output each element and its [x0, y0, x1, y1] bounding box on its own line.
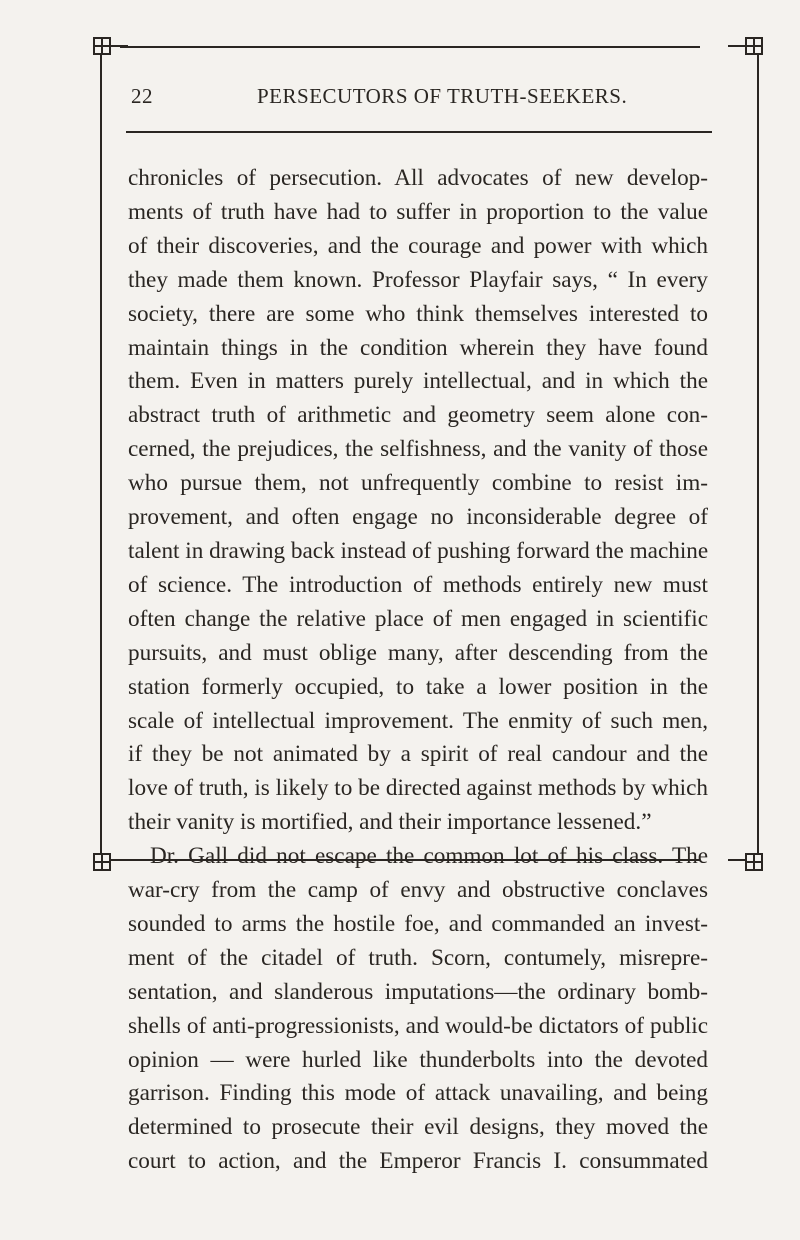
- text-line: court to action, and the Emperor Francis I. consummated: [128, 1148, 708, 1175]
- corner-ornament-icon: [88, 840, 128, 880]
- text-line: them. Even in matters purely intellectual, and in which the: [128, 368, 708, 395]
- text-line: sounded to arms the hostile foe, and commanded an invest-: [128, 910, 708, 937]
- text-line: talent in drawing back instead of pushing forward the machine: [128, 537, 709, 564]
- text-line: garrison. Finding this mode of attack unavailing, and being: [128, 1080, 708, 1107]
- text-line: of science. The introduction of methods entirely new must: [128, 571, 708, 598]
- border-left-rule: [100, 64, 102, 844]
- text-line: station formerly occupied, to take a lower position in the: [128, 673, 708, 700]
- text-line: maintain things in the condition wherein they have found: [128, 334, 708, 361]
- text-line: war-cry from the camp of envy and obstructive conclaves: [128, 877, 708, 904]
- text-line: ments of truth have had to suffer in proportion to the value: [128, 198, 708, 225]
- header-rule: [126, 131, 712, 133]
- text-line: sentation, and slanderous imputations—the ordinary bomb-: [128, 978, 708, 1005]
- corner-ornament-icon: [88, 28, 128, 68]
- text-line: determined to prosecute their evil designs, they moved the: [128, 1114, 708, 1141]
- text-line: scale of intellectual improvement. The enmity of such men,: [128, 707, 708, 734]
- text-line: cerned, the prejudices, the selfishness, and the vanity of those: [128, 436, 708, 463]
- text-line: chronicles of persecution. All advocates of new develop-: [128, 165, 708, 191]
- text-line: Dr. Gall did not escape the common lot of his class. The: [150, 843, 708, 870]
- border-top-rule: [120, 46, 700, 48]
- text-line: if they be not animated by a spirit of real candour and the: [128, 741, 708, 768]
- body-text: [128, 162, 708, 1179]
- running-title: PERSECUTORS OF TRUTH-SEEKERS.: [257, 84, 628, 108]
- text-line: their vanity is mortified, and their importance lessened.”: [128, 809, 652, 836]
- text-line: often change the relative place of men engaged in scientific: [128, 605, 708, 632]
- text-line: opinion — were hurled like thunderbolts into the devoted: [128, 1046, 708, 1073]
- text-line: shells of anti-progressionists, and would-be dictators of public: [128, 1012, 708, 1039]
- corner-ornament-icon: [728, 28, 768, 68]
- text-line: love of truth, is likely to be directed against methods by which: [128, 775, 708, 802]
- text-line: they made them known. Professor Playfair says, “ In every: [128, 266, 708, 293]
- text-line: society, there are some who think themselves interested to: [128, 300, 708, 327]
- text-line: ment of the citadel of truth. Scorn, contumely, misrepre-: [128, 944, 708, 971]
- corner-ornament-icon: [728, 840, 768, 880]
- text-line: pursuits, and must oblige many, after descending from the: [128, 639, 708, 666]
- text-line: of their discoveries, and the courage and power with which: [128, 232, 708, 259]
- border-right-rule: [757, 64, 759, 844]
- page-header: [131, 84, 711, 114]
- page-number: 22: [131, 84, 153, 108]
- text-line: abstract truth of arithmetic and geometry seem alone con-: [128, 402, 708, 429]
- text-line: who pursue them, not unfrequently combine to resist im-: [128, 470, 708, 497]
- text-line: provement, and often engage no inconsiderable degree of: [128, 504, 708, 531]
